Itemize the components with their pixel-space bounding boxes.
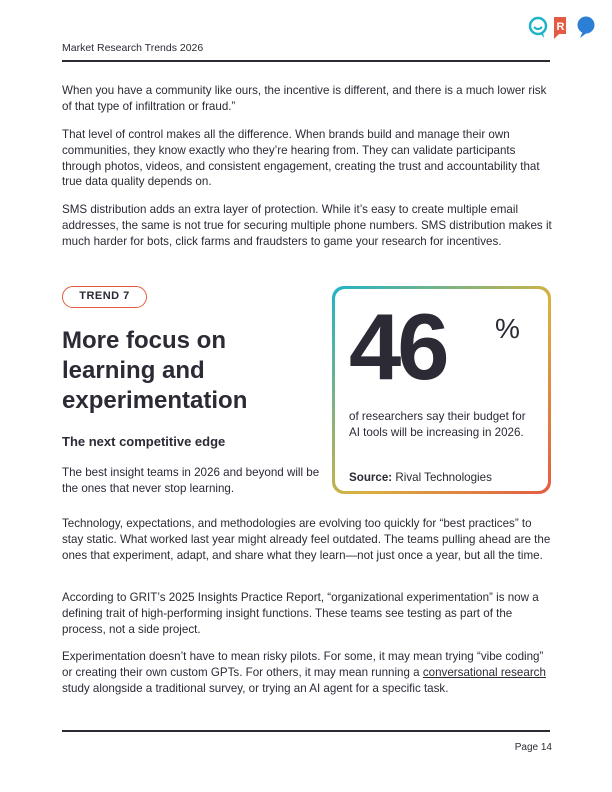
paragraph-evolving: Technology, expectations, and methodologies are evolving too quickly for “best practices” to stay static. What worked last year might already feel outdated. The teams pulling ahead are the ones that experiment, adapt, and share what they learn—not just once a year, but all the time. xyxy=(62,517,551,562)
trend-heading: More focus on learning and experimentation xyxy=(62,327,248,414)
header-divider xyxy=(62,60,550,62)
stat-value: 46 xyxy=(349,294,446,399)
paragraph-control: That level of control makes all the difference. When brands build and manage their own communities, they know exactly who they’re hearing from. They can validate participants through photos, videos, and consistent engagement, creating the trust and accountability that true data quality depends on. xyxy=(62,128,540,189)
page-number: Page 14 xyxy=(514,742,552,753)
stat-description: of researchers say their budget for AI tools will be increasing in 2026. xyxy=(349,410,526,439)
stat-card xyxy=(332,286,551,494)
conversational-research-link[interactable]: conversational research xyxy=(422,665,546,679)
paragraph-experimentation-end: study alongside a traditional survey, or trying an AI agent for a specific task. xyxy=(62,681,449,695)
svg-text:R: R xyxy=(556,21,565,33)
document-header-title: Market Research Trends 2026 xyxy=(62,42,204,54)
trend-badge: TREND 7 xyxy=(62,286,147,308)
brand-logos xyxy=(528,14,600,40)
chat-bubble-blue-icon xyxy=(578,17,595,39)
source-value: Rival Technologies xyxy=(395,471,492,484)
paragraph-sms-distribution: SMS distribution adds an extra layer of protection. While it’s easy to create multiple email addresses, the same is not true for securing multiple phone numbers. SMS distribution makes it much harder for bots, click farms and fraudsters to game your research for incentives. xyxy=(62,203,552,248)
stat-unit: % xyxy=(495,313,520,344)
paragraph-grit-report: According to GRIT’s 2025 Insights Practice Report, “organizational experimentation” is now a defining trait of high-performing insight functions. These teams see testing as part of the process, not a side project. xyxy=(62,591,539,636)
source-label: Source: xyxy=(349,471,393,484)
trend-intro: The best insight teams in 2026 and beyond will be the ones that never stop learning. xyxy=(62,466,320,495)
paragraph-community-quote: When you have a community like ours, the incentive is different, and there is a much lower risk of that type of infiltration or fraud.” xyxy=(62,84,547,113)
paragraph-experimentation xyxy=(62,649,552,696)
paragraph-experimentation-start: Experimentation doesn’t have to mean risky pilots. For some, it may mean trying “vibe coding” or creating their own custom GPTs. For others, it may mean running a xyxy=(62,650,544,679)
rival-r-logo-icon xyxy=(554,17,566,39)
chat-bubble-teal-icon xyxy=(530,18,546,38)
stat-source xyxy=(349,471,492,484)
footer-divider xyxy=(62,730,550,732)
trend-subheading: The next competitive edge xyxy=(62,434,226,449)
